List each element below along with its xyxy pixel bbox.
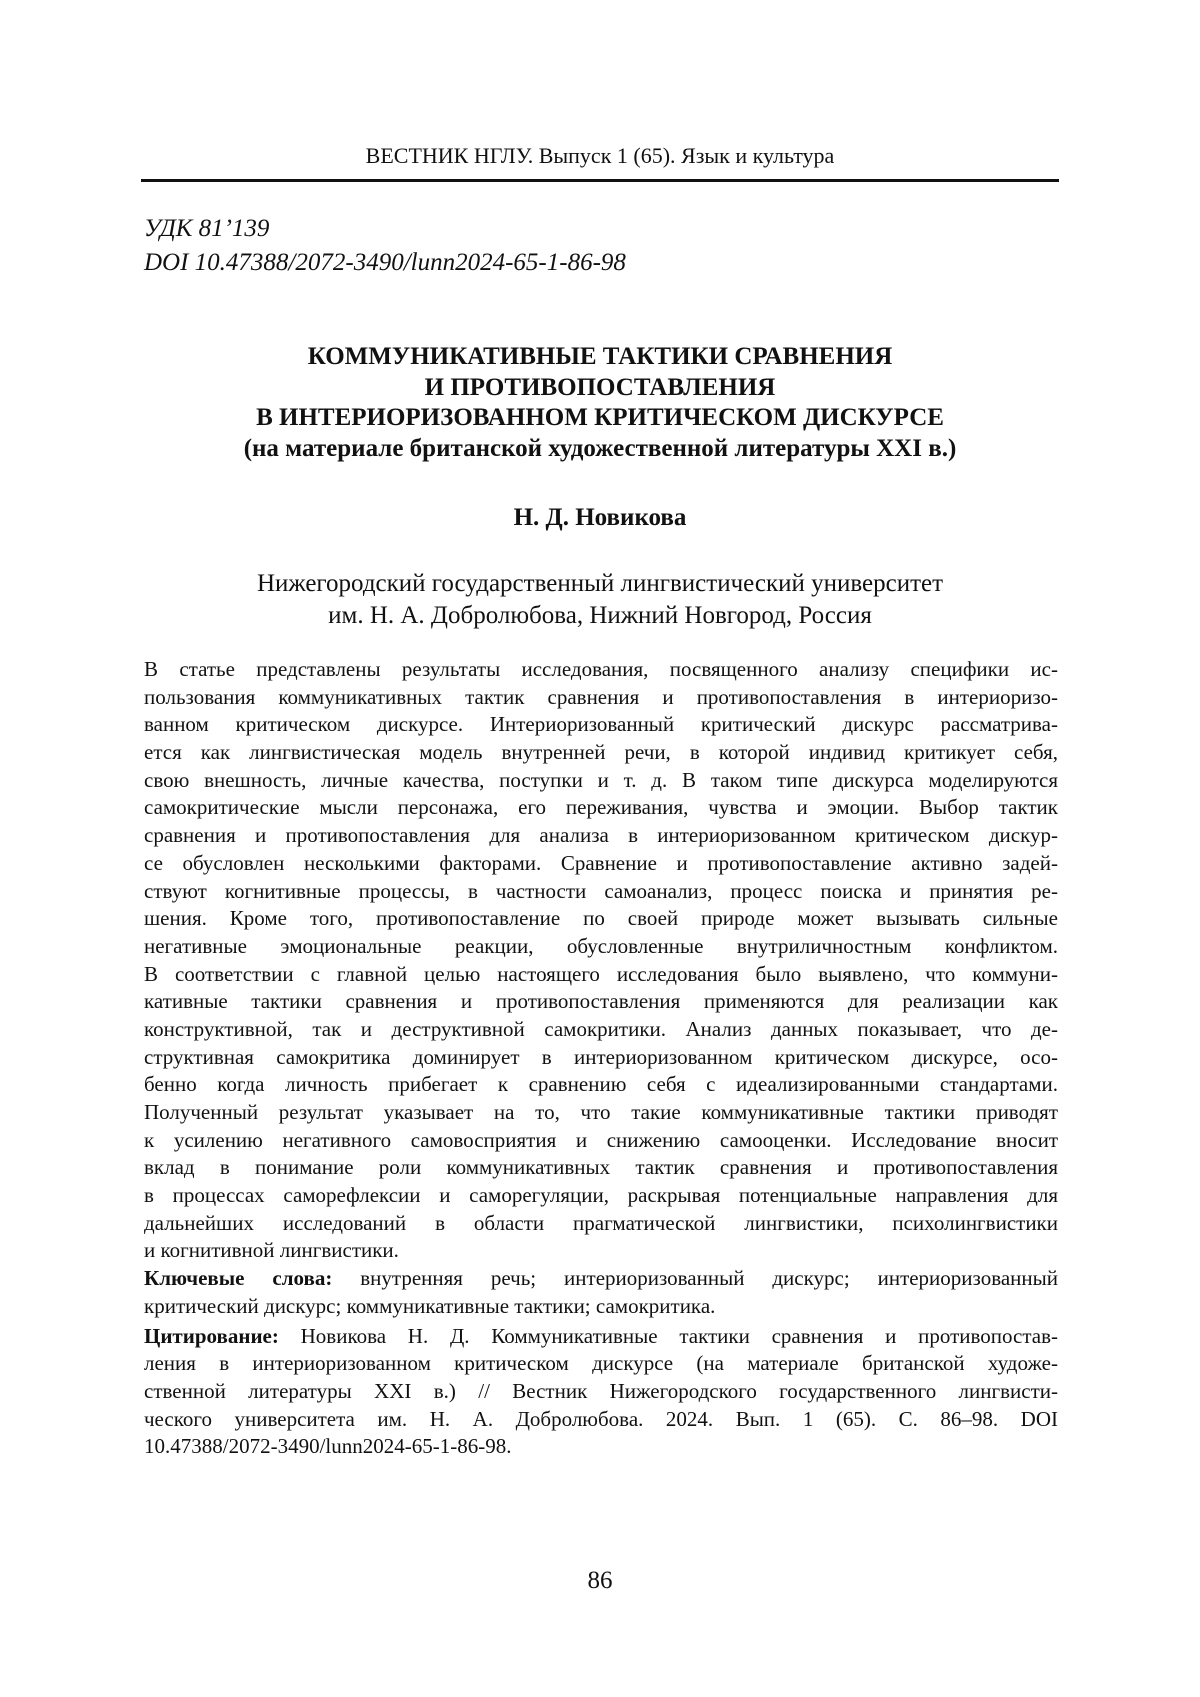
title-line: (на материале британской художественной литературы XXI в.) bbox=[141, 434, 1059, 465]
abstract-line: в процессах саморефлексии и саморегуляции, раскрывая потенциальные направления для bbox=[144, 1182, 1058, 1210]
citation-line: ственной литературы XXI в.) // Вестник Нижегородского государственного лингвисти- bbox=[144, 1378, 1058, 1406]
abstract-line: В статье представлены результаты исследования, посвященного анализу специфики ис- bbox=[144, 656, 1058, 684]
abstract-line: кативные тактики сравнения и противопоставления применяются для реализации как bbox=[144, 988, 1058, 1016]
running-header: ВЕСТНИК НГЛУ. Выпуск 1 (65). Язык и культура bbox=[141, 142, 1059, 170]
citation-line: ческого университета им. Н. А. Добролюбова. 2024. Вып. 1 (65). С. 86–98. DOI bbox=[144, 1406, 1058, 1434]
affiliation bbox=[141, 568, 1059, 632]
abstract bbox=[144, 656, 1058, 1461]
affiliation-line: Нижегородский государственный лингвистический университет bbox=[141, 568, 1059, 600]
page-number: 86 bbox=[141, 1566, 1059, 1596]
keywords-line: критический дискурс; коммуникативные тактики; самокритика. bbox=[144, 1293, 1058, 1321]
title-line: В ИНТЕРИОРИЗОВАННОМ КРИТИЧЕСКОМ ДИСКУРСЕ bbox=[141, 403, 1059, 434]
udk-code: УДК 81’139 bbox=[144, 212, 626, 246]
abstract-line: се обусловлен несколькими факторами. Сравнение и противопоставление активно задей- bbox=[144, 850, 1058, 878]
header-rule bbox=[141, 179, 1059, 182]
abstract-line: свою внешность, личные качества, поступки и т. д. В таком типе дискурса моделируются bbox=[144, 767, 1058, 795]
document-page bbox=[0, 0, 1200, 1697]
abstract-line: к усилению негативного самовосприятия и снижению самооценки. Исследование вносит bbox=[144, 1127, 1058, 1155]
abstract-line: конструктивной, так и деструктивной самокритики. Анализ данных показывает, что де- bbox=[144, 1016, 1058, 1044]
affiliation-line: им. Н. А. Добролюбова, Нижний Новгород, Россия bbox=[141, 600, 1059, 632]
abstract-line: ется как лингвистическая модель внутренней речи, в которой индивид критикует себя, bbox=[144, 739, 1058, 767]
abstract-line: вклад в понимание роли коммуникативных тактик сравнения и противопоставления bbox=[144, 1154, 1058, 1182]
abstract-line: В соответствии с главной целью настоящего исследования было выявлено, что коммуни- bbox=[144, 961, 1058, 989]
author-name: Н. Д. Новикова bbox=[141, 503, 1059, 533]
abstract-line: дальнейших исследований в области прагматической лингвистики, психолингвистики bbox=[144, 1210, 1058, 1238]
abstract-line: и когнитивной лингвистики. bbox=[144, 1237, 1058, 1265]
abstract-line: ванном критическом дискурсе. Интериоризованный критический дискурс рассматрива- bbox=[144, 711, 1058, 739]
keywords-label: Ключевые слова: bbox=[144, 1266, 332, 1290]
abstract-line: бенно когда личность прибегает к сравнению себя с идеализированными стандартами. bbox=[144, 1071, 1058, 1099]
abstract-line: шения. Кроме того, противопоставление по своей природе может вызывать сильные bbox=[144, 905, 1058, 933]
abstract-line: пользования коммуникативных тактик сравнения и противопоставления в интериоризо- bbox=[144, 684, 1058, 712]
abstract-line: Полученный результат указывает на то, что такие коммуникативные тактики приводят bbox=[144, 1099, 1058, 1127]
title-line: И ПРОТИВОПОСТАВЛЕНИЯ bbox=[141, 373, 1059, 404]
abstract-line: самокритические мысли персонажа, его переживания, чувства и эмоции. Выбор тактик bbox=[144, 794, 1058, 822]
article-title bbox=[141, 342, 1059, 464]
citation-text: Новикова Н. Д. Коммуникативные тактики сравнения и противопостав- bbox=[301, 1324, 1058, 1348]
citation-line bbox=[144, 1323, 1058, 1351]
citation-line: ления в интериоризованном критическом дискурсе (на материале британской художе- bbox=[144, 1350, 1058, 1378]
abstract-line: ствуют когнитивные процессы, в частности самоанализ, процесс поиска и принятия ре- bbox=[144, 878, 1058, 906]
title-line: КОММУНИКАТИВНЫЕ ТАКТИКИ СРАВНЕНИЯ bbox=[141, 342, 1059, 373]
abstract-line: сравнения и противопоставления для анализа в интериоризованном критическом дискур- bbox=[144, 822, 1058, 850]
udk-doi-block bbox=[144, 212, 626, 280]
abstract-line: негативные эмоциональные реакции, обусловленные внутриличностным конфликтом. bbox=[144, 933, 1058, 961]
keywords-line bbox=[144, 1265, 1058, 1293]
citation-label: Цитирование: bbox=[144, 1324, 279, 1348]
abstract-line: структивная самокритика доминирует в интериоризованном критическом дискурсе, осо- bbox=[144, 1044, 1058, 1072]
doi: DOI 10.47388/2072-3490/lunn2024-65-1-86-98 bbox=[144, 246, 626, 280]
citation-line: 10.47388/2072-3490/lunn2024-65-1-86-98. bbox=[144, 1433, 1058, 1461]
keywords-text: внутренняя речь; интериоризованный дискурс; интериоризованный bbox=[360, 1266, 1058, 1290]
